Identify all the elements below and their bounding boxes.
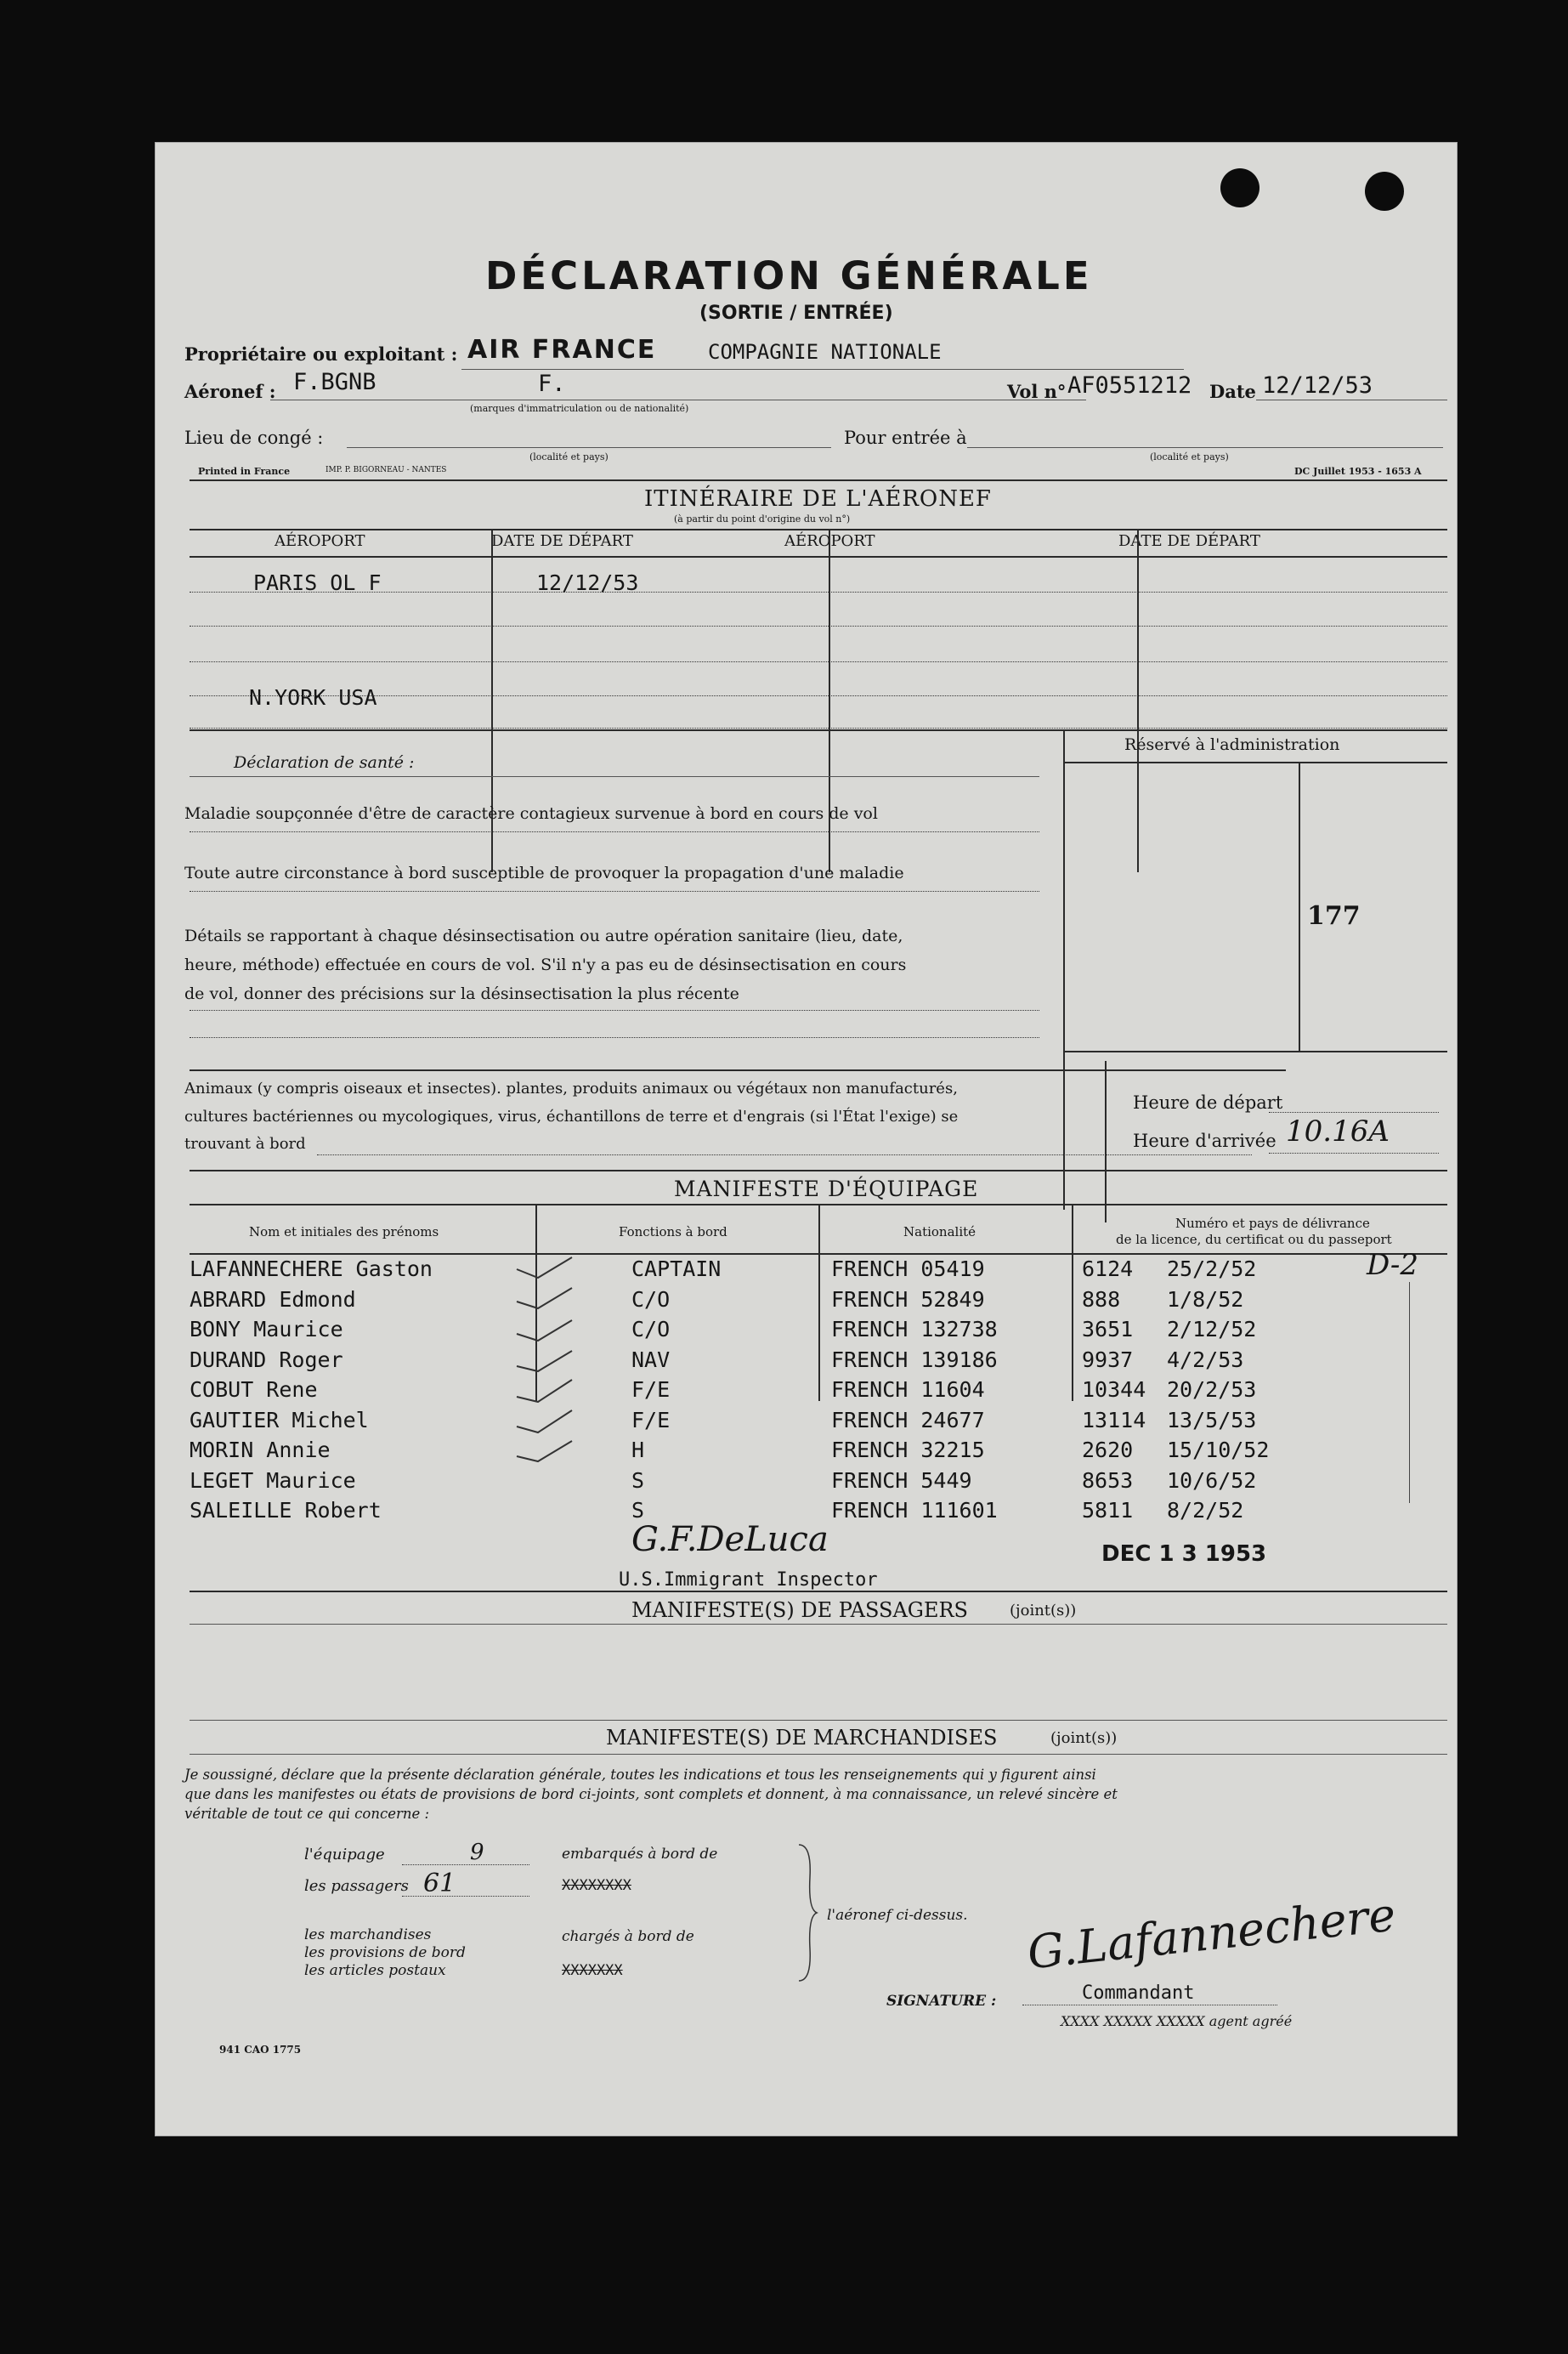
entry-label: Pour entrée à <box>844 428 967 448</box>
crew-member-name: SALEILLE Robert <box>190 1498 382 1523</box>
signature-label: SIGNATURE : <box>886 1993 997 2010</box>
date-value: 12/12/53 <box>1262 372 1373 399</box>
inspector-stamp-date: DEC 1 3 1953 <box>1101 1541 1267 1567</box>
crew-member-function: C/O <box>631 1317 671 1341</box>
crew-member-nationality: FRENCH 52849 <box>831 1286 985 1312</box>
loaded-label: chargés à bord de <box>562 1928 694 1945</box>
crew-member-license-date: 2/12/52 <box>1167 1317 1257 1341</box>
passengers-joint: (joint(s)) <box>1010 1602 1077 1619</box>
captain-signature: G.Lafannechere <box>1024 1887 1398 1980</box>
itinerary-col-airport-2: AÉROPORT <box>784 532 875 550</box>
form-ref: DC Juillet 1953 - 1653 A <box>1294 466 1422 477</box>
flight-value: AF0551212 <box>1067 372 1192 399</box>
punch-hole-left <box>1220 168 1259 207</box>
inspector-signature: G.F.DeLuca <box>631 1520 829 1559</box>
crew-member-nationality: FRENCH 111601 <box>831 1498 998 1523</box>
crew-member-function: F/E <box>631 1377 671 1402</box>
health-line-3b: heure, méthode) effectuée en cours de vol. S'il n'y a pas eu de désinsectisation en cours <box>184 956 907 974</box>
declaration-text-1: Je soussigné, déclare que la présente déclaration générale, toutes les indications et tous les renseignements qui y figurent ainsi <box>184 1767 1096 1783</box>
departure-time-label: Heure de départ <box>1133 1092 1283 1113</box>
animals-line-c: trouvant à bord <box>184 1135 306 1153</box>
embarked-label: embarqués à bord de <box>562 1846 718 1863</box>
crew-member-nationality: FRENCH 132738 <box>831 1317 998 1341</box>
arrival-time-value: 10.16A <box>1286 1115 1390 1149</box>
animals-line-b: cultures bactériennes ou mycologiques, virus, échantillons de terre et d'engrais (si l'État l'exige) se <box>184 1108 959 1126</box>
cargo-joint: (joint(s)) <box>1050 1729 1118 1747</box>
crew-member-name: LEGET Maurice <box>190 1467 356 1493</box>
cargo-title: MANIFESTE(S) DE MARCHANDISES <box>606 1726 998 1750</box>
form-subtitle: (SORTIE / ENTRÉE) <box>699 303 893 324</box>
animals-line-a: Animaux (y compris oiseaux et insectes). plantes, produits animaux ou végétaux non manufacturés, <box>184 1080 958 1098</box>
flight-label: Vol n° <box>1007 381 1067 402</box>
declaration-text-3: véritable de tout ce qui concerne : <box>184 1806 430 1822</box>
crew-member-function: H <box>631 1438 645 1462</box>
crew-member-nationality: FRENCH 139186 <box>831 1347 998 1372</box>
crew-member-nationality: FRENCH 11604 <box>831 1377 985 1402</box>
crew-member-name: DURAND Roger <box>190 1347 343 1372</box>
crew-member-license-date: 1/8/52 <box>1167 1286 1244 1312</box>
itinerary-title: ITINÉRAIRE DE L'AÉRONEF <box>644 486 992 512</box>
crew-member-name: BONY Maurice <box>190 1317 343 1341</box>
itinerary-col-airport-1: AÉROPORT <box>275 532 365 550</box>
owner-value-typed: COMPAGNIE NATIONALE <box>708 340 942 364</box>
crew-member-name: LAFANNECHERE Gaston <box>190 1256 433 1281</box>
itinerary-row1-date: 12/12/53 <box>536 570 639 595</box>
crew-member-license: 8653 <box>1082 1467 1134 1493</box>
passengers-count-label: les passagers <box>304 1877 409 1895</box>
crew-count-label: l'équipage <box>304 1846 385 1863</box>
declaration-text-2: que dans les manifestes ou états de provisions de bord ci-joints, sont complets et donnent, à ma connaissance, un relevé sincère et <box>184 1786 1118 1802</box>
passengers-count-value: 61 <box>423 1869 456 1898</box>
printer-note: IMP. P. BIGORNEAU - NANTES <box>325 466 447 474</box>
loaded-struck: XXXXXXX <box>562 1962 623 1979</box>
itinerary-col-date-1: DATE DE DÉPART <box>491 532 633 550</box>
locality-note-left: (localité et pays) <box>529 451 609 462</box>
embarked-struck: XXXXXXXX <box>562 1877 631 1894</box>
crew-col-license-2: de la licence, du certificat ou du passeport <box>1116 1232 1392 1247</box>
crew-member-name: COBUT Rene <box>190 1377 318 1402</box>
crew-member-license: 9937 <box>1082 1347 1134 1372</box>
health-line-3a: Détails se rapportant à chaque désinsectisation ou autre opération sanitaire (lieu, date, <box>184 927 903 945</box>
goods-label: les marchandises <box>304 1926 432 1943</box>
form-title: DÉCLARATION GÉNÉRALE <box>485 253 1093 298</box>
crew-member-function: S <box>631 1467 645 1493</box>
health-heading: Déclaration de santé : <box>234 753 415 772</box>
crew-member-nationality: FRENCH 05419 <box>831 1256 985 1281</box>
crew-member-license: 3651 <box>1082 1317 1134 1341</box>
crew-col-name: Nom et initiales des prénoms <box>249 1224 439 1239</box>
crew-member-name: GAUTIER Michel <box>190 1407 369 1432</box>
crew-member-license-date: 20/2/53 <box>1167 1377 1257 1402</box>
signer-typed: Commandant <box>1082 1982 1195 2004</box>
admin-value: 177 <box>1307 901 1361 931</box>
crew-member-license: 10344 <box>1082 1377 1146 1402</box>
admin-label: Réservé à l'administration <box>1124 735 1340 754</box>
crew-member-license-date: 8/2/52 <box>1167 1498 1244 1523</box>
passengers-title: MANIFESTE(S) DE PASSAGERS <box>631 1598 968 1622</box>
crew-member-license-date: 13/5/53 <box>1167 1407 1257 1432</box>
crew-member-license: 6124 <box>1082 1256 1134 1281</box>
postal-label: les articles postaux <box>304 1962 446 1979</box>
itinerary-col-date-2: DATE DE DÉPART <box>1118 532 1260 550</box>
health-line-3c: de vol, donner des précisions sur la désinsectisation la plus récente <box>184 984 739 1003</box>
conge-label: Lieu de congé : <box>184 428 324 448</box>
date-label: Date <box>1209 381 1256 402</box>
itinerary-row1-airport: PARIS OL F <box>253 570 382 595</box>
itinerary-note: (à partir du point d'origine du vol n°) <box>674 513 851 525</box>
crew-member-license-date: 15/10/52 <box>1167 1438 1270 1462</box>
health-line-2: Toute autre circonstance à bord susceptible de provoquer la propagation d'une maladie <box>184 864 904 882</box>
crew-member-license: 5811 <box>1082 1498 1134 1523</box>
crew-member-license: 2620 <box>1082 1438 1134 1462</box>
crew-member-name: ABRARD Edmond <box>190 1286 356 1312</box>
crew-col-function: Fonctions à bord <box>619 1224 727 1239</box>
printed-note: Printed in France <box>198 466 291 477</box>
provisions-label: les provisions de bord <box>304 1944 466 1961</box>
declaration-form-page <box>155 142 1458 2136</box>
crew-col-license-1: Numéro et pays de délivrance <box>1175 1216 1370 1231</box>
crew-member-function: CAPTAIN <box>631 1256 722 1281</box>
form-code: 941 CAO 1775 <box>219 2044 302 2056</box>
crew-count-value: 9 <box>470 1840 484 1865</box>
crew-member-function: C/O <box>631 1286 671 1312</box>
crew-member-nationality: FRENCH 32215 <box>831 1438 985 1462</box>
crew-member-license-date: 4/2/53 <box>1167 1347 1244 1372</box>
health-line-1: Maladie soupçonnée d'être de caractère contagieux survenue à bord en cours de vol <box>184 804 878 823</box>
aircraft-value: F.BGNB <box>293 369 376 395</box>
aircraft-above-label: l'aéronef ci-dessus. <box>827 1907 968 1924</box>
crew-check-marks <box>512 1252 580 1643</box>
declaration-brace <box>795 1843 820 1983</box>
inspector-label: U.S.Immigrant Inspector <box>619 1569 878 1591</box>
aircraft-label: Aéronef : <box>184 381 276 402</box>
crew-member-license-date: 25/2/52 <box>1167 1256 1257 1281</box>
crew-title: MANIFESTE D'ÉQUIPAGE <box>674 1177 979 1201</box>
arrival-time-label: Heure d'arrivée <box>1133 1131 1276 1151</box>
crew-member-function: F/E <box>631 1407 671 1432</box>
aircraft-value-suffix: F. <box>538 371 566 397</box>
crew-member-function: NAV <box>631 1347 671 1372</box>
crew-member-nationality: FRENCH 24677 <box>831 1407 985 1432</box>
agent-label: XXXX XXXXX XXXXX agent agréé <box>1061 2013 1293 2029</box>
crew-member-function: S <box>631 1498 645 1523</box>
itinerary-row4-airport: N.YORK USA <box>249 685 377 710</box>
crew-member-nationality: FRENCH 5449 <box>831 1467 972 1493</box>
locality-note-right: (localité et pays) <box>1150 451 1229 462</box>
crew-member-license: 888 <box>1082 1286 1121 1312</box>
crew-member-name: MORIN Annie <box>190 1438 331 1462</box>
crew-member-license: 13114 <box>1082 1407 1146 1432</box>
aircraft-note: (marques d'immatriculation ou de nationalité) <box>470 403 689 414</box>
crew-margin-note: D-2 <box>1367 1248 1419 1282</box>
owner-label: Propriétaire ou exploitant : <box>184 343 458 365</box>
crew-col-nationality: Nationalité <box>903 1224 976 1239</box>
punch-hole-right <box>1365 172 1404 211</box>
owner-value: AIR FRANCE <box>467 335 657 365</box>
crew-member-license-date: 10/6/52 <box>1167 1467 1257 1493</box>
